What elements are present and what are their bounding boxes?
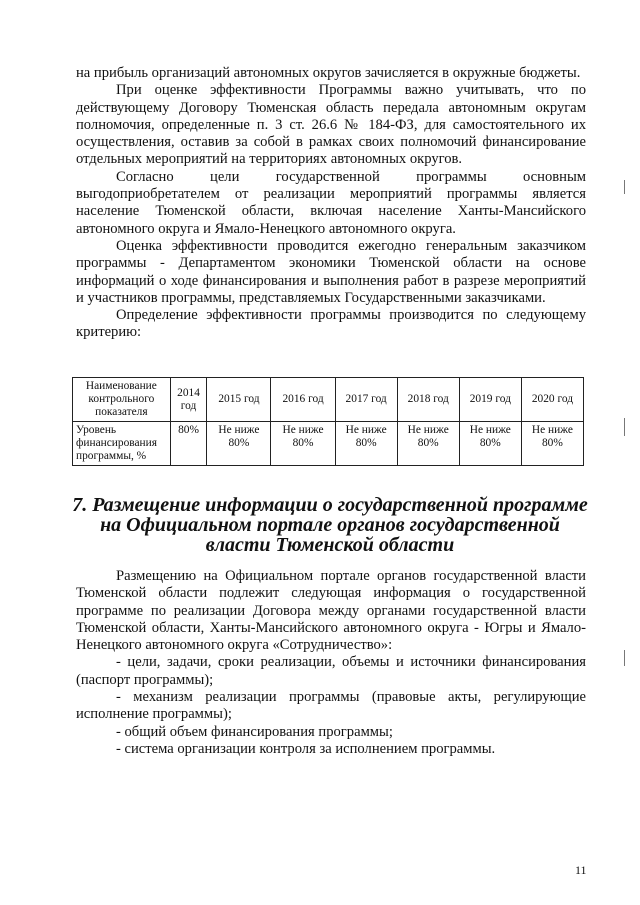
table-row [73, 422, 584, 466]
scan-artifact [624, 180, 625, 194]
table-header-cell: Наименование контрольного показателя [73, 378, 171, 422]
table-cell: Не ниже 80% [335, 422, 397, 466]
table-header-cell: 2015 год [207, 378, 271, 422]
table-header-cell: 2019 год [459, 378, 521, 422]
list-item: - цели, задачи, сроки реализации, объемы и источники финансирования (паспорт программы); [76, 654, 586, 688]
paragraph-budget: на прибыль организаций автономных округов зачисляется в окружные бюджеты. [76, 65, 581, 81]
paragraph-criterion: Определение эффективности программы производится по следующему критерию: [76, 307, 586, 341]
section-body [76, 568, 586, 758]
table-cell: Не ниже 80% [397, 422, 459, 466]
scan-artifact [624, 418, 625, 436]
table-cell: 80% [170, 422, 207, 466]
paragraph-assessment: Оценка эффективности проводится ежегодно генеральным заказчиком программы - Департаментом экономики Тюменской области на основе информаций о ходе финансирования и выполнения работ в разрезе мероприятий и участников программы, представляемых Государственными заказчиками. [76, 237, 586, 306]
list-item: - общий объем финансирования программы; [116, 723, 393, 740]
table-header-cell: 2018 год [397, 378, 459, 422]
paragraph-program-evaluation: При оценке эффективности Программы важно учитывать, что по действующему Договору Тюменская область передала автономным округам полномочия, определенные п. 3 ст. 26.6 № 184-ФЗ, для самостоятельного их осуществления, оставив за собой в рамках своих полномочий финансирование отдельных мероприятий на территориях автономных округов. [76, 82, 586, 168]
list-item: - механизм реализации программы (правовые акты, регулирующие исполнение программы); [76, 689, 586, 723]
table-header-cell: 2017 год [335, 378, 397, 422]
intro-text [76, 65, 586, 342]
table-cell: Не ниже 80% [207, 422, 271, 466]
page-number: 11 [575, 863, 587, 877]
kpi-table [72, 377, 584, 466]
scan-artifact [624, 650, 625, 666]
list-item: - система организации контроля за исполнением программы. [116, 740, 496, 757]
section-heading: 7. Размещение информации о государственной программе на Официальном портале органов государственной власти Тюменской области [72, 494, 588, 556]
table-cell: Уровень финансирования программы, % [73, 422, 171, 466]
table-header-cell: 2014 год [170, 378, 207, 422]
section-intro-paragraph: Размещению на Официальном портале органов государственной власти Тюменской области подлежит следующая информация о государственной программе по реализации Договора между органами государственной власти Тюменской области, Ханты-Мансийского автономного округа - Югры и Ямало-Ненецкого автономного округа «Сотрудничество»: [76, 568, 586, 654]
table-header-row [73, 378, 584, 422]
table-header-cell: 2020 год [521, 378, 583, 422]
table-cell: Не ниже 80% [521, 422, 583, 466]
table-cell: Не ниже 80% [459, 422, 521, 466]
paragraph-beneficiary: Согласно цели государственной программы основным выгодоприобретателем от реализации мероприятий программы является население Тюменской области, включая население Ханты-Мансийского автономного округа и Ямало-Ненецкого автономного округа. [76, 168, 586, 237]
table-header-cell: 2016 год [271, 378, 335, 422]
table-cell: Не ниже 80% [271, 422, 335, 466]
